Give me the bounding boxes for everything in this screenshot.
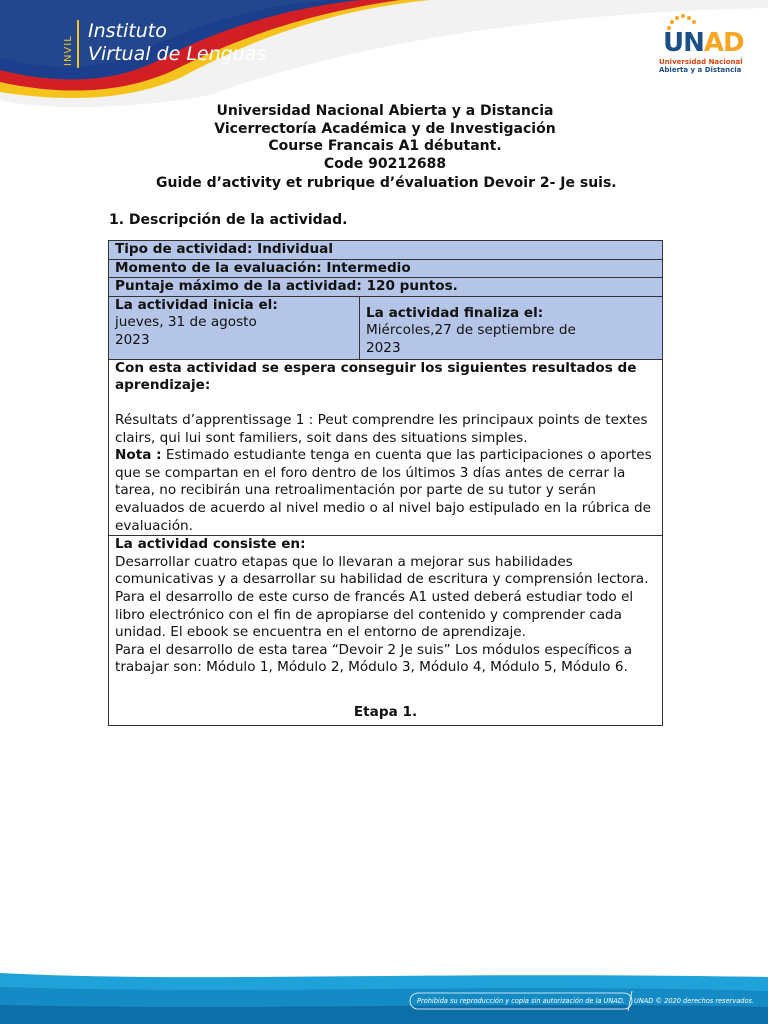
note-paragraph — [115, 447, 656, 535]
document-title-block — [108, 103, 662, 173]
end-date-value: Miércoles,27 de septiembre de — [366, 322, 576, 339]
activity-paragraph-1: Desarrollar cuatro etapas que lo llevaran a mejorar sus habilidades comunicativas y a desarrollar su habilidad de escritura y comprensión lectora. Para el desarrollo de este curso de francés A1 usted deberá estudiar todo el libro electrónico con el fin de apropiarse del contenido y comprender cada unidad. El ebook se encuentra en el entorno de aprendizaje. — [115, 553, 649, 641]
learning-outcomes-cell — [109, 359, 663, 535]
brand-line-2: Virtual de Lenguas — [88, 43, 267, 65]
brand-line-1: Instituto — [88, 20, 167, 42]
learning-outcome-text: Résultats d’apprentissage 1 : Peut comprendre les principaux points de textes clairs, qui lui sont familiers, soit dans des situations simples. — [115, 411, 648, 446]
table-row — [109, 296, 663, 359]
stage-heading: Etapa 1. — [353, 703, 418, 720]
table-row — [109, 278, 663, 297]
start-date-cell — [109, 296, 360, 359]
table-row — [109, 241, 663, 260]
end-date-cell — [360, 296, 663, 359]
end-date-year: 2023 — [366, 339, 401, 356]
activity-description-cell — [109, 536, 663, 726]
header-banner — [0, 0, 768, 110]
brand-divider — [77, 20, 79, 68]
vice-rectorate: Vicerrectoría Académica y de Investigación — [214, 120, 556, 137]
logo-wordmark: UNAD — [663, 28, 744, 58]
activity-table — [108, 240, 663, 726]
brand-vertical-text: INVIL — [63, 35, 74, 66]
start-date-year: 2023 — [115, 331, 150, 348]
footer-banner — [0, 965, 768, 1024]
note-text: Estimado estudiante tenga en cuenta que las participaciones o aportes que se compartan en el foro dentro de los últimos 3 días antes de cerrar la tarea, no recibirán una retroalimentación por parte de su tutor y serán evaluados de acuerdo al nivel medio o al nivel bajo estipulado en la rúbrica de evaluación. — [115, 447, 652, 534]
table-row — [109, 536, 663, 726]
course-code: Code 90212688 — [323, 155, 447, 172]
footer-copy-notice: Prohibida su reproducción y copia sin autorización de la UNAD. — [417, 997, 625, 1005]
activity-paragraph-2: Para el desarrollo de esta tarea “Devoir 2 Je suis” Los módulos específicos a trabajar son: Módulo 1, Módulo 2, Módulo 3, Módulo 4, Módulo 5, Módulo 6. — [115, 641, 633, 676]
note-label: Nota : — [115, 447, 162, 464]
course-name: Course Francais A1 débutant. — [268, 138, 502, 154]
evaluation-moment: Momento de la evaluación: Intermedio — [109, 259, 663, 278]
learning-outcomes-heading: Con esta actividad se espera conseguir los siguientes resultados de aprendizaje: — [115, 359, 637, 394]
table-row — [109, 359, 663, 535]
unad-logo — [655, 12, 745, 82]
start-date-value: jueves, 31 de agosto — [115, 314, 257, 331]
start-date-label: La actividad inicia el: — [115, 296, 278, 313]
table-row — [109, 259, 663, 278]
section-heading: 1. Descripción de la actividad. — [109, 212, 348, 228]
max-score: Puntaje máximo de la actividad: 120 puntos. — [109, 278, 663, 297]
footer-rights: UNAD © 2020 derechos reservados. — [634, 997, 755, 1005]
end-date-label: La actividad finaliza el: — [366, 304, 544, 321]
activity-type: Tipo de actividad: Individual — [109, 241, 663, 260]
logo-subtitle: Universidad Nacional Abierta y a Distancia — [659, 58, 743, 74]
university-name: Universidad Nacional Abierta y a Distancia — [216, 103, 554, 119]
guide-title: Guide d’activity et rubrique d’évaluation Devoir 2- Je suis. — [156, 175, 617, 191]
activity-consists-heading: La actividad consiste en: — [115, 536, 306, 553]
